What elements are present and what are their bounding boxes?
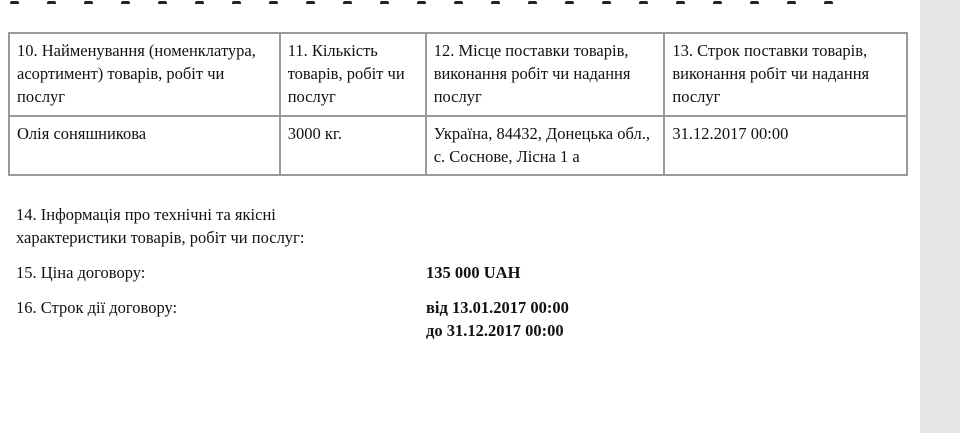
header-quantity: 11. Кількість товарів, робіт чи послуг (280, 33, 426, 116)
table-row (9, 116, 907, 175)
header-delivery-place: 12. Місце поставки товарів, виконання робіт чи надання послуг (426, 33, 665, 116)
viewer-background (920, 0, 960, 433)
cell-delivery-term: 31.12.2017 00:00 (664, 116, 907, 175)
goods-table (8, 32, 908, 176)
cell-name: Олія соняшникова (9, 116, 280, 175)
term-label: 16. Строк дії договору: (16, 298, 178, 317)
header-name: 10. Найменування (номенклатура, асортимент) товарів, робіт чи послуг (9, 33, 280, 116)
tech-info-label-line1: 14. Інформація про технічні та якісні (16, 205, 276, 224)
cell-quantity: 3000 кг. (280, 116, 426, 175)
table-header-row (9, 33, 907, 116)
tech-info-label-line2: характеристики товарів, робіт чи послуг: (16, 228, 305, 247)
cropped-previous-text (10, 0, 890, 4)
header-delivery-term: 13. Строк поставки товарів, виконання робіт чи надання послуг (664, 33, 907, 116)
cell-delivery-place: Україна, 84432, Донецька обл., с. Соснове, Лісна 1 а (426, 116, 665, 175)
price-label: 15. Ціна договору: (16, 263, 146, 282)
term-to: до 31.12.2017 00:00 (426, 321, 564, 340)
term-from: від 13.01.2017 00:00 (426, 298, 569, 317)
price-value: 135 000 UAH (426, 263, 521, 282)
